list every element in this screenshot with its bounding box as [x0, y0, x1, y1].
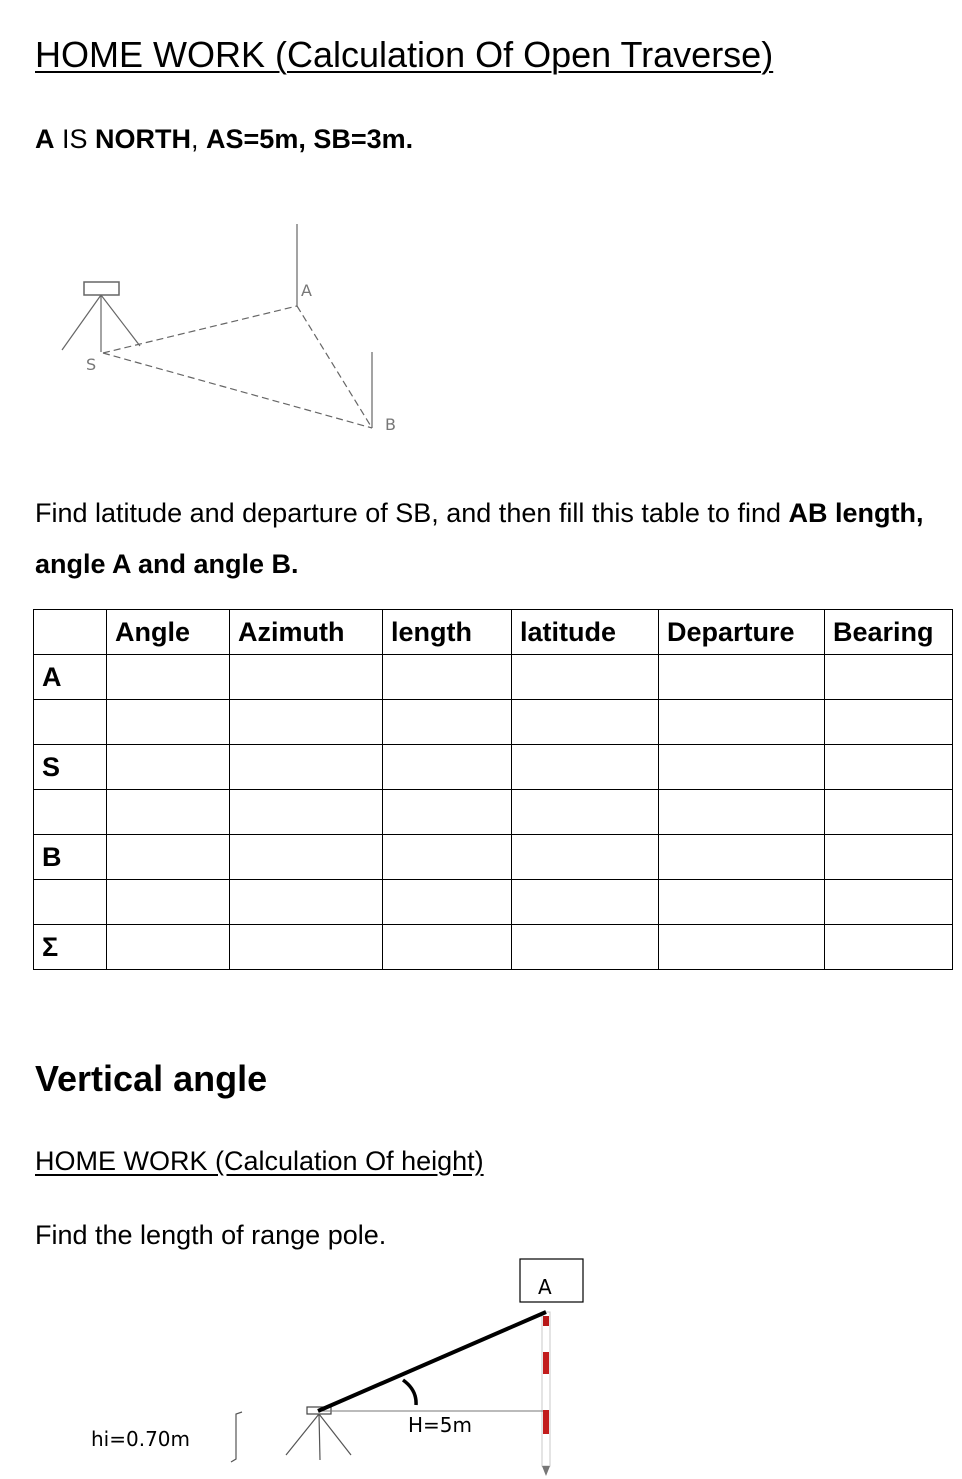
label-b: B — [385, 415, 396, 434]
height-figure — [0, 1250, 962, 1479]
pole-red-band — [543, 1410, 549, 1434]
table-header: latitude — [512, 610, 659, 655]
row-label: S — [34, 745, 107, 790]
tripod-leg — [62, 295, 101, 350]
given-direction: NORTH — [95, 124, 192, 154]
table-header: Azimuth — [230, 610, 383, 655]
table-header: length — [383, 610, 512, 655]
row-label — [34, 790, 107, 835]
table-row — [34, 790, 953, 835]
line-sa — [103, 306, 297, 353]
instruction: Find latitude and departure of SB, and then fill this table to find AB length, angle A and angle B. — [35, 498, 924, 579]
table-row — [34, 835, 953, 880]
pole-tip — [542, 1466, 550, 1476]
sight-line — [318, 1312, 546, 1411]
row-label: Σ — [34, 925, 107, 970]
h-label: H=5m — [408, 1413, 473, 1437]
given-point: A — [35, 124, 55, 154]
section-heading: Vertical angle — [35, 1058, 268, 1099]
row-label — [34, 700, 107, 745]
tripod-leg — [319, 1414, 320, 1460]
given-values: A IS NORTH, AS=5m, SB=3m. — [35, 124, 414, 154]
row-label: B — [34, 835, 107, 880]
table-header: Bearing — [825, 610, 953, 655]
tripod-leg — [101, 295, 140, 346]
row-label: A — [34, 655, 107, 700]
table-row — [34, 925, 953, 970]
row-label — [34, 880, 107, 925]
line-sb — [103, 353, 372, 428]
question-text: Find the length of range pole. — [35, 1220, 387, 1250]
table-header: Departure — [659, 610, 825, 655]
vertical-angle-arc — [403, 1380, 416, 1405]
table-header — [34, 610, 107, 655]
label-a: A — [301, 281, 312, 300]
tripod-leg — [286, 1414, 319, 1455]
traverse-sketch — [0, 210, 460, 450]
table-row — [34, 700, 953, 745]
table-header: Angle — [107, 610, 230, 655]
hi-bracket — [231, 1412, 242, 1462]
point-label: A — [538, 1275, 552, 1299]
traverse-table — [33, 609, 953, 970]
pole-red-band — [543, 1352, 549, 1374]
table-header-row — [34, 610, 953, 655]
instrument-head — [84, 282, 119, 295]
table-row — [34, 745, 953, 790]
label-s: S — [86, 355, 97, 374]
hi-label: hi=0.70m — [91, 1427, 191, 1451]
table-row — [34, 880, 953, 925]
tripod-leg — [319, 1414, 351, 1455]
given-distances: AS=5m, SB=3m. — [206, 124, 414, 154]
table-row — [34, 655, 953, 700]
range-pole — [542, 1312, 550, 1466]
page-title: HOME WORK (Calculation Of Open Traverse) — [35, 34, 774, 75]
pole-red-band — [543, 1316, 549, 1326]
subsection-title: HOME WORK (Calculation Of height) — [35, 1146, 484, 1176]
